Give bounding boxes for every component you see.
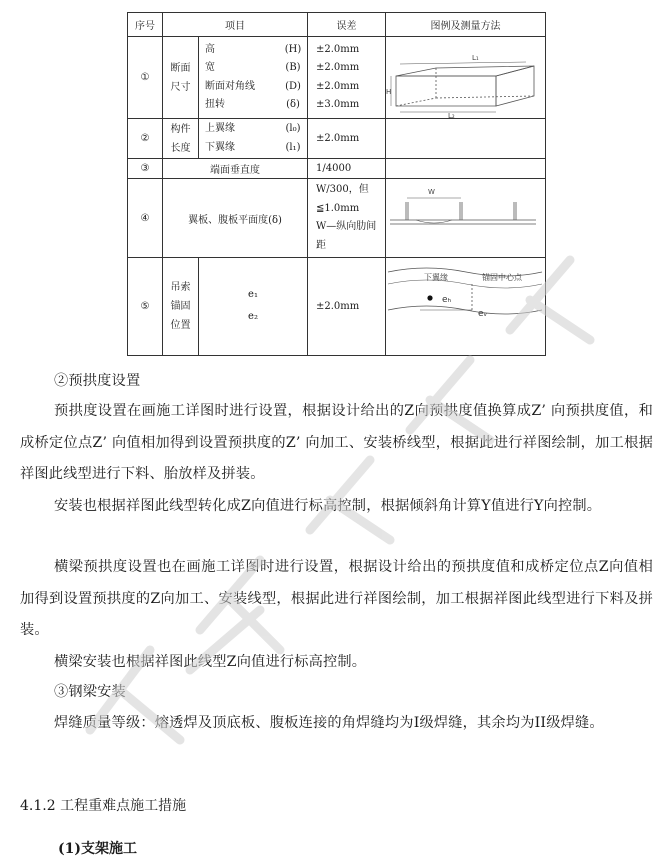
tolerance-table — [127, 12, 546, 356]
fig-label-l2: L₂ — [448, 111, 455, 118]
row-number: ③ — [128, 159, 163, 179]
subsection-heading: (1)支架施工 — [58, 841, 137, 857]
row-number: ④ — [128, 179, 163, 257]
row-deviation: W/300，但 ≦1.0mm W—纵向肋间 距 — [308, 179, 386, 257]
table-row — [128, 179, 546, 257]
table-row — [128, 257, 546, 355]
fig-label-ev: eᵥ — [478, 309, 488, 320]
fig-label-center: 锚固中心点 — [482, 273, 522, 283]
table-row — [128, 119, 546, 159]
box-section-figure — [386, 37, 546, 119]
fig-label-h: H — [386, 87, 392, 96]
row-deviation: ±2.0mm — [308, 119, 386, 159]
row-category: 断面 尺寸 — [163, 37, 199, 119]
fig-label-l1: L₁ — [472, 53, 479, 62]
header-item: 项目 — [163, 13, 308, 37]
paragraph: 横梁预拱度设置也在画施工详图时进行设置，根据设计给出的预拱度值和成桥定位点Z向值相加得到设置预拱度的Z向加工、安装线型，根据此进行祥图绘制，加工根据祥图此线型进行下料及拼装。 — [20, 559, 653, 638]
fig-label-flange: 下翼缘 — [424, 273, 448, 283]
paragraph: 横梁安装也根据祥图此线型Z向值进行标高控制。 — [54, 654, 367, 670]
table-row — [128, 37, 546, 119]
row-category: 吊索 锚固 位置 — [163, 257, 199, 355]
steel-heading: ③钢梁安装 — [54, 684, 126, 700]
fig-label-eh: eₕ — [442, 295, 452, 306]
row-category: 构件 长度 — [163, 119, 199, 159]
row-items: 上翼缘 (l₀) 下翼缘 (l₁) — [199, 119, 308, 159]
paragraph: 焊缝质量等级：熔透焊及顶底板、腹板连接的角焊缝均为I级焊缝，其余均为II级焊缝。 — [54, 715, 604, 731]
figure-empty — [386, 159, 546, 179]
row-item: 翼板、腹板平面度(δ) — [163, 179, 308, 257]
row-symbols: e₁ e₂ — [199, 257, 308, 355]
header-no: 序号 — [128, 13, 163, 37]
header-figure: 图例及测量方法 — [386, 13, 546, 37]
paragraph: 预拱度设置在画施工详图时进行设置，根据设计给出的Z向预拱度值换算成Z’ 向预拱度值，和成桥定位点Z’ 向值相加得到设置预拱度的Z’ 向加工、安装桥线型，根据此进行祥图绘制，加工根据祥图此线型进行下料、胎放样及拼装。 — [20, 403, 653, 482]
paragraph: 安装也根据祥图此线型转化成Z向值进行标高控制，根据倾斜角计算Y值进行Y向控制。 — [54, 498, 602, 514]
row-number: ⑤ — [128, 257, 163, 355]
header-deviation: 误差 — [308, 13, 386, 37]
camber-heading: ②预拱度设置 — [54, 373, 141, 389]
figure-empty — [386, 119, 546, 159]
row-number: ② — [128, 119, 163, 159]
table-header-row — [128, 13, 546, 37]
fig-label-w: W — [428, 188, 435, 197]
row-deviation: ±2.0mm — [308, 257, 386, 355]
row-number: ① — [128, 37, 163, 119]
anchor-figure — [386, 257, 546, 355]
row-items: 高 (H) 宽 (B) 断面对角线 (D) 扭转 (δ) — [199, 37, 308, 119]
section-heading: 4.1.2 工程重难点施工措施 — [20, 798, 187, 814]
table-row — [128, 159, 546, 179]
row-item: 端面垂直度 — [163, 159, 308, 179]
flatness-figure — [386, 179, 546, 257]
row-deviation: ±2.0mm ±2.0mm ±2.0mm ±3.0mm — [308, 37, 386, 119]
row-deviation: 1/4000 — [308, 159, 386, 179]
